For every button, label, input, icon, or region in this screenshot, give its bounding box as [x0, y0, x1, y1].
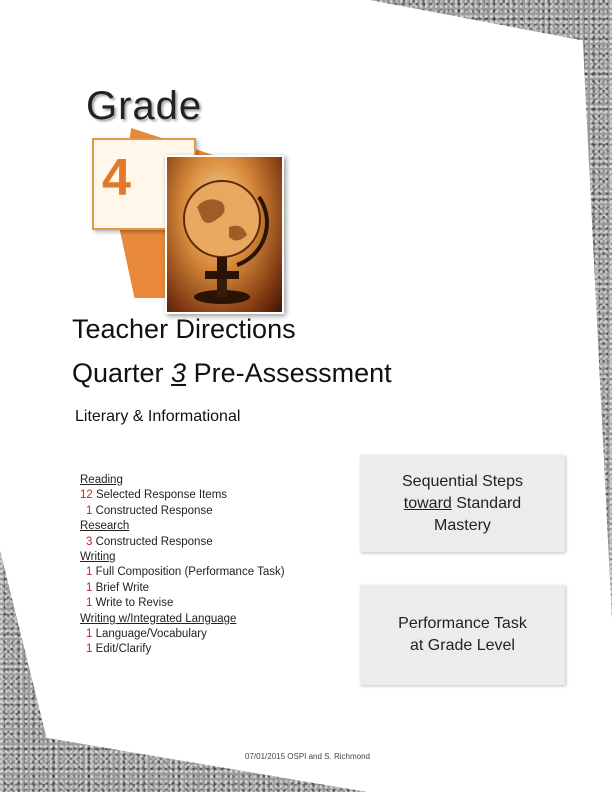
list-item: 12 Selected Response Items: [80, 489, 228, 502]
globe-icon: [167, 157, 282, 312]
box1-line3: Mastery: [434, 516, 491, 534]
box2-line1: Performance Task: [398, 615, 527, 632]
language-heading: Writing w/Integrated Language: [80, 612, 237, 625]
list-item: 1 Write to Revise: [86, 597, 174, 610]
box1-line2: toward Standard: [403, 494, 522, 512]
box1-line1: Sequential Steps: [402, 472, 523, 490]
list-item: 1 Brief Write: [86, 581, 150, 594]
assessment-item-list: [80, 473, 285, 658]
title-prefix: Quarter: [72, 358, 172, 388]
granite-border-top: [370, 0, 612, 60]
writing-heading: Writing: [80, 551, 116, 564]
subtitle: Literary & Informational: [75, 408, 241, 425]
title-line-1: Teacher Directions: [72, 314, 296, 344]
list-item: 1 Constructed Response: [86, 504, 213, 517]
granite-border-right: [560, 0, 612, 620]
reading-heading: Reading: [80, 474, 123, 486]
grade-label: Grade: [86, 84, 203, 128]
performance-task-box: [360, 585, 565, 685]
footer-credit: 07/01/2015 OSPI and S. Richmond: [245, 752, 370, 761]
granite-border-bottom: [0, 730, 612, 792]
list-item: 1 Language/Vocabulary: [86, 628, 207, 641]
list-item: 1 Full Composition (Performance Task): [86, 566, 285, 579]
grade-number: 4: [102, 149, 131, 207]
globe-image: [165, 155, 284, 314]
research-heading: Research: [80, 520, 130, 533]
box2-line2: at Grade Level: [410, 637, 515, 654]
sequential-steps-box: [360, 455, 565, 552]
title-suffix: Pre-Assessment: [186, 358, 392, 388]
quarter-number: 3: [171, 358, 187, 388]
list-item: 1 Edit/Clarify: [86, 643, 152, 656]
title-line-2: [72, 358, 392, 389]
list-item: 3 Constructed Response: [86, 535, 213, 548]
